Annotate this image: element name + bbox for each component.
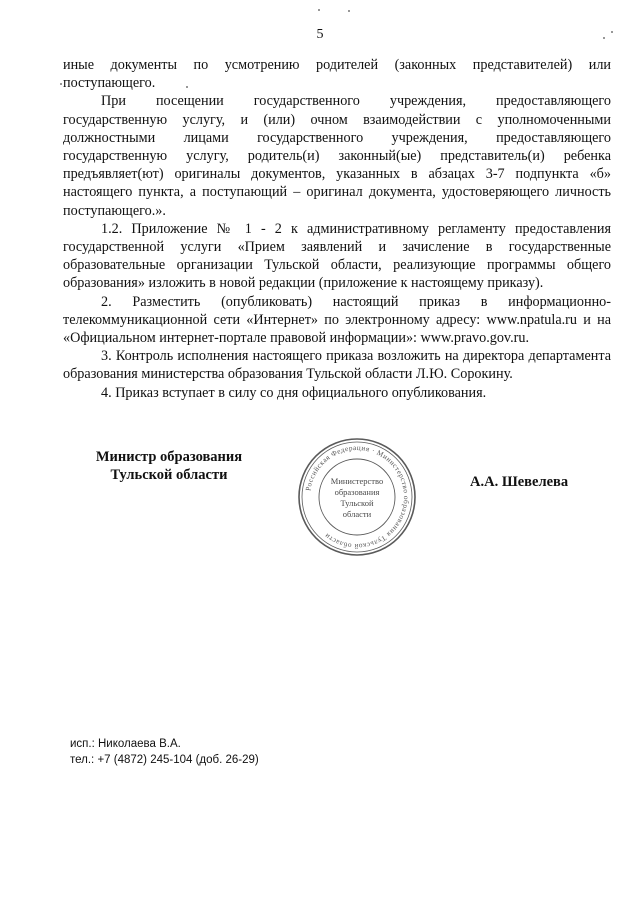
scan-speck — [348, 10, 350, 12]
executor-name: исп.: Николаева В.А. — [70, 738, 181, 750]
signatory-name: А.А. Шевелева — [470, 474, 569, 490]
paragraph-item-2: 2. Разместить (опубликовать) настоящий приказ в информационно-телекоммуникационной сети «Интернет» по электронному адресу: www.npatula.ru и на «Официальном интернет-портале правовой информации»: www.pravo.gov.ru. — [63, 293, 611, 347]
scan-speck — [60, 83, 62, 85]
executor-contact — [70, 736, 259, 768]
official-seal-stamp — [294, 435, 420, 559]
document-body — [63, 56, 611, 402]
executor-phone: тел.: +7 (4872) 245-104 (доб. 26-29) — [70, 754, 259, 766]
seal-center-line1: Министерство — [330, 476, 384, 486]
scan-speck — [603, 37, 605, 39]
seal-center-line3: Тульской — [340, 498, 374, 508]
signatory-position — [62, 448, 276, 484]
paragraph-continuation: иные документы по усмотрению родителей (законных представителей) или поступающего. — [63, 57, 611, 92]
paragraph-visit-rules: При посещении государственного учреждения, предоставляющего государственную услугу, и (или) очном взаимодействии с уполномоченными должностными лицами государственного учреждения, предоставляющего государственную услугу, родитель(и) законный(ые) представитель(и) ребенка предъявляет(ют) оригиналы документов, указанных в абзацах 3-7 подпункта «б» настоящего пункта, а поступающий – оригинал документа, удостоверяющего личность поступающего.». — [63, 93, 611, 219]
page-number: 5 — [316, 27, 324, 42]
scan-speck — [318, 9, 320, 11]
paragraph-item-4: 4. Приказ вступает в силу со дня официального опубликования. — [101, 384, 487, 401]
scan-speck — [611, 31, 613, 33]
paragraph-item-3: 3. Контроль исполнения настоящего приказа возложить на директора департамента образования министерства образования Тульской области Л.Ю. Сорокину. — [63, 348, 611, 383]
seal-center-line4: области — [342, 509, 372, 519]
signatory-position-line2: Тульской области — [110, 467, 228, 483]
paragraph-item-1-2: 1.2. Приложение № 1 - 2 к административному регламенту предоставления государственной услуги «Прием заявлений и зачисление в государственные образовательные организации Тульской области, реализующие программы общего образования» изложить в новой редакции (приложение к настоящему приказу). — [63, 220, 611, 292]
seal-ring-text: Российская Федерация · Министерство образования Тульской области — [304, 443, 411, 551]
seal-center-line2: образования — [334, 487, 380, 497]
scan-speck — [186, 86, 188, 88]
signatory-position-line1: Министр образования — [95, 449, 243, 465]
